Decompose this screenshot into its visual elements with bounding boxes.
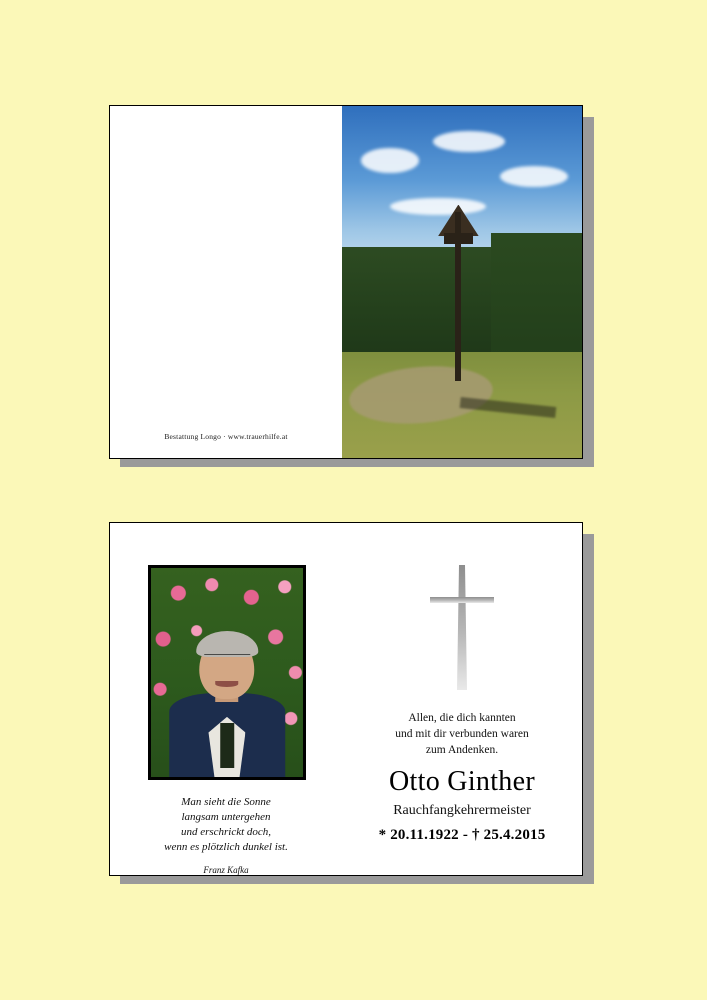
outside-back-panel <box>110 106 342 458</box>
quote-line: Man sieht die Sonne <box>181 796 271 808</box>
quote-author: Franz Kafka <box>203 865 249 876</box>
portrait-glasses <box>204 654 250 666</box>
portrait-panel <box>110 523 342 875</box>
portrait-person <box>169 627 285 777</box>
quote-line: und erschrickt doch, <box>180 825 272 838</box>
cloud-icon <box>433 131 505 152</box>
dedication-line: Allen, die dich kannten <box>408 712 516 724</box>
cloud-icon <box>500 166 567 187</box>
latin-cross-icon <box>424 565 500 690</box>
wayside-cross-arm-icon <box>444 233 473 244</box>
deceased-name: Otto Ginther <box>389 766 535 797</box>
portrait-tie <box>220 723 234 768</box>
portrait-hair <box>196 631 258 657</box>
cloud-icon <box>390 198 486 216</box>
memorial-quote <box>110 795 342 876</box>
dedication-line: zum Andenken. <box>425 743 499 756</box>
deceased-profession: Rauchfangkehrermeister <box>393 803 531 818</box>
quote-line: wenn es plötzlich dunkel ist. <box>164 840 288 853</box>
deceased-dates: * 20.11.1922 - † 25.4.2015 <box>378 827 546 843</box>
inscription-panel <box>342 523 582 875</box>
dedication-text <box>342 711 582 759</box>
portrait-photo <box>148 565 306 780</box>
dedication-line: und mit dir verbunden waren <box>395 727 529 740</box>
funeral-home-credit: Bestattung Longo · www.trauerhilfe.at <box>164 432 288 441</box>
cloud-icon <box>361 148 419 173</box>
memorial-card-outside <box>109 105 583 459</box>
memorial-card-inside <box>109 522 583 876</box>
quote-line: langsam untergehen <box>181 810 271 823</box>
mountain-wayside-cross-photo <box>342 106 582 458</box>
